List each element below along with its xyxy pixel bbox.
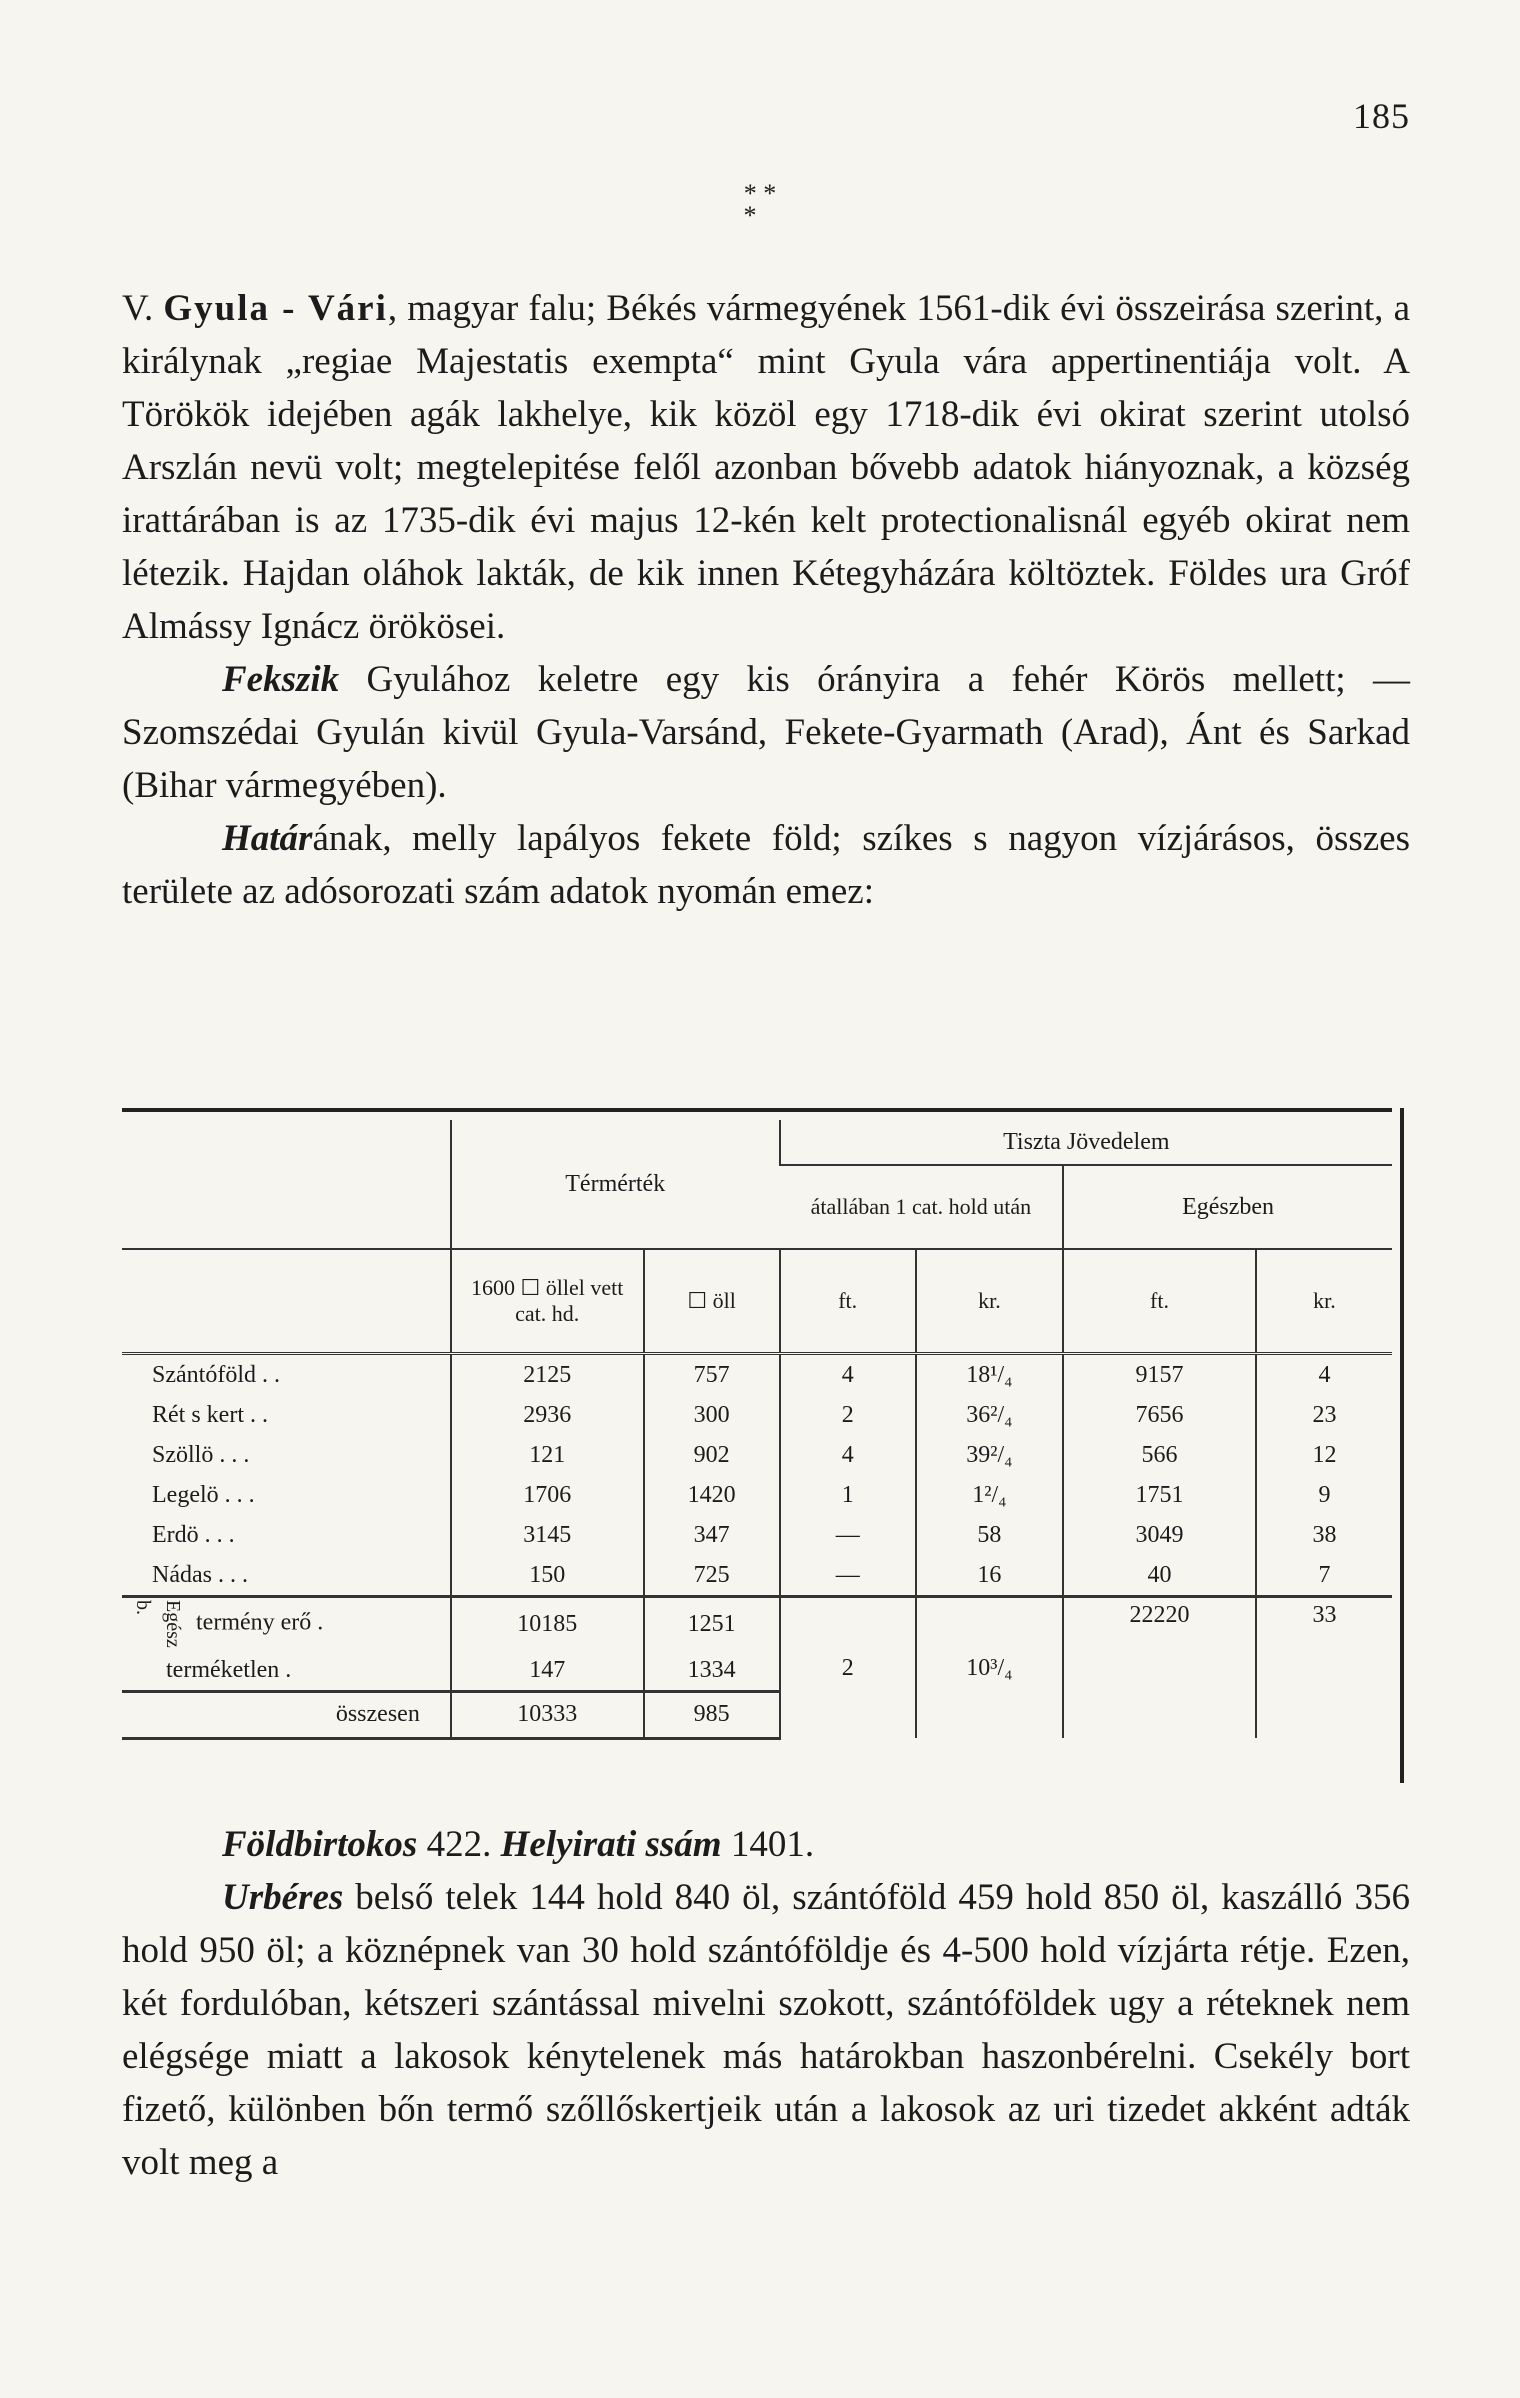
row-egesz-kr: 12: [1256, 1435, 1392, 1475]
asterism-ornament: [0, 180, 1520, 230]
summary-egesz-ft: 22220: [1063, 1597, 1256, 1739]
table-row: [122, 1435, 1392, 1475]
row-hold: 121: [451, 1435, 644, 1475]
productive-label: termény erő .: [196, 1609, 324, 1636]
summary-ft: 2: [780, 1597, 916, 1739]
row-ol: 902: [644, 1435, 780, 1475]
unproductive-hold: 147: [451, 1650, 644, 1692]
hatar-label: Határ: [222, 818, 313, 859]
row-kr: 39²/₄: [916, 1435, 1063, 1475]
productive-ol: 1251: [644, 1597, 780, 1650]
row-ol: 347: [644, 1515, 780, 1555]
header-termertek: Térmérték: [451, 1120, 780, 1249]
row-ft: 2: [780, 1395, 916, 1435]
summary-kr: 10³/₄: [916, 1597, 1063, 1739]
productive-hold: 10185: [451, 1597, 644, 1650]
summary-side-label: Egész b.: [132, 1600, 184, 1648]
row-label: Erdö . . .: [152, 1522, 235, 1548]
row-ft: 1: [780, 1475, 916, 1515]
table-row: [122, 1515, 1392, 1555]
row-egesz-ft: 9157: [1063, 1354, 1256, 1396]
row-hold: 2125: [451, 1354, 644, 1396]
table-side-rule: [1400, 1108, 1404, 1783]
table-row: [122, 1475, 1392, 1515]
row-hold: 2936: [451, 1395, 644, 1435]
total-label: összesen: [122, 1691, 451, 1738]
header-tiszta-jovedelem: Tiszta Jövedelem: [780, 1120, 1392, 1165]
table-row: [122, 1395, 1392, 1435]
land-table: [122, 1120, 1392, 1740]
asterism-row-1: * *: [743, 179, 777, 208]
urberes-paragraph: [122, 1871, 1410, 2189]
urberes-label: Urbéres: [222, 1877, 344, 1918]
row-egesz-kr: 38: [1256, 1515, 1392, 1555]
row-ol: 1420: [644, 1475, 780, 1515]
header-ft-2: ft.: [1063, 1249, 1256, 1354]
unproductive-ol: 1334: [644, 1650, 780, 1692]
row-ft: 4: [780, 1354, 916, 1396]
row-egesz-ft: 1751: [1063, 1475, 1256, 1515]
table-top-rule: [122, 1108, 1392, 1112]
asterism-row-2: *: [743, 201, 757, 230]
summary-label-productive: [122, 1597, 451, 1650]
row-label: Nádas . . .: [152, 1562, 248, 1588]
row-ol: 300: [644, 1395, 780, 1435]
intro-prefix: V.: [122, 288, 164, 329]
row-kr: 58: [916, 1515, 1063, 1555]
row-egesz-kr: 4: [1256, 1354, 1392, 1396]
fekszik-text: Gyulához keletre egy kis órányira a fehér Körös mellett; — Szomszédai Gyulán kivül Gyula-Varsánd, Fekete-Gyarmath (Arad), Ánt és Sarkad (Bihar vármegyében).: [122, 659, 1410, 806]
foldbirtokos-value: 422.: [417, 1824, 501, 1865]
row-ft: 4: [780, 1435, 916, 1475]
row-label: Szöllö . . .: [152, 1442, 250, 1468]
helyirati-value: 1401.: [721, 1824, 815, 1865]
header-ft-1: ft.: [780, 1249, 916, 1354]
header-blank-2: [122, 1249, 451, 1354]
hatar-text: ának, melly lapályos fekete föld; szíkes s nagyon vízjárásos, összes területe az adósorozati szám adatok nyomán emez:: [122, 818, 1410, 912]
row-kr: 36²/₄: [916, 1395, 1063, 1435]
header-negyszog-ol: ☐ öll: [644, 1249, 780, 1354]
row-ft: —: [780, 1555, 916, 1597]
table-row: [122, 1354, 1392, 1396]
land-table-wrapper: [122, 1108, 1392, 1783]
row-ol: 725: [644, 1555, 780, 1597]
header-1600-ol: 1600 ☐ öllel vett cat. hd.: [451, 1249, 644, 1354]
intro-text: , magyar falu; Békés vármegyének 1561-dik évi összeirása szerint, a királynak „regiae Majestatis exempta“ mint Gyula vára appertinentiája volt. A Törökök idejében agák lakhelye, kik közöl egy 1718-dik évi okirat szerint utolsó Arszlán nevü volt; megtelepitése felől azonban bővebb adatok hiányoznak, a község irattárában is az 1735-dik évi majus 12-kén kelt protectionalisnál egyéb okirat nem létezik. Hajdan oláhok lakták, de kik innen Kétegyházára költöztek. Földes ura Gróf Almássy Ignácz örökösei.: [122, 288, 1410, 647]
row-egesz-kr: 9: [1256, 1475, 1392, 1515]
intro-paragraph: [122, 282, 1410, 653]
row-egesz-kr: 7: [1256, 1555, 1392, 1597]
urberes-text: belső telek 144 hold 840 öl, szántóföld 459 hold 850 öl, kaszálló 356 hold 950 öl; a köznépnek van 30 hold szántóföldje és 4-500 hold vízjárta rétje. Ezen, két fordulóban, kétszeri szántással mivelni szokott, szántóföldek ugy a réteknek nem elégsége miatt a lakosok kénytelenek más határokban haszonbérelni. Csekély bort fizető, különben bőn termő szőllőskertjeik után a lakosok az uri tizedet akként adták volt meg a: [122, 1877, 1410, 2183]
fekszik-label: Fekszik: [222, 659, 340, 700]
header-kr-1: kr.: [916, 1249, 1063, 1354]
header-atallaban: átallában 1 cat. hold után: [810, 1194, 1032, 1219]
boundary-paragraph: [122, 812, 1410, 918]
after-table-section: [122, 1818, 1410, 2189]
table-row: [122, 1555, 1392, 1597]
row-hold: 3145: [451, 1515, 644, 1555]
header-egeszben: Egészben: [1063, 1165, 1392, 1249]
helyirati-label: Helyirati ssám: [500, 1824, 722, 1865]
row-kr: 1²/₄: [916, 1475, 1063, 1515]
header-kr-2: kr.: [1256, 1249, 1392, 1354]
intro-section: [122, 282, 1410, 918]
total-ol: 985: [644, 1691, 780, 1738]
row-label: Rét s kert . .: [152, 1402, 268, 1428]
total-hold: 10333: [451, 1691, 644, 1738]
row-label: Legelö . . .: [152, 1482, 255, 1508]
summary-row-productive: [122, 1597, 1392, 1650]
summary-egesz-kr: 33: [1256, 1597, 1392, 1739]
row-egesz-ft: 40: [1063, 1555, 1256, 1597]
row-label: Szántóföld . .: [122, 1354, 451, 1396]
unproductive-label: terméketlen .: [166, 1656, 292, 1683]
row-ol: 757: [644, 1354, 780, 1396]
foldbirtokos-label: Földbirtokos: [222, 1824, 418, 1865]
row-egesz-ft: 3049: [1063, 1515, 1256, 1555]
row-kr: 18¹/₄: [916, 1354, 1063, 1396]
row-kr: 16: [916, 1555, 1063, 1597]
row-egesz-ft: 566: [1063, 1435, 1256, 1475]
page-number: 185: [1353, 96, 1410, 136]
row-egesz-ft: 7656: [1063, 1395, 1256, 1435]
village-name: Gyula - Vári: [163, 288, 388, 329]
row-hold: 1706: [451, 1475, 644, 1515]
row-hold: 150: [451, 1555, 644, 1597]
header-blank: [122, 1120, 451, 1249]
row-ft: —: [780, 1515, 916, 1555]
row-egesz-kr: 23: [1256, 1395, 1392, 1435]
location-paragraph: [122, 653, 1410, 812]
landowner-line: [122, 1818, 1410, 1871]
